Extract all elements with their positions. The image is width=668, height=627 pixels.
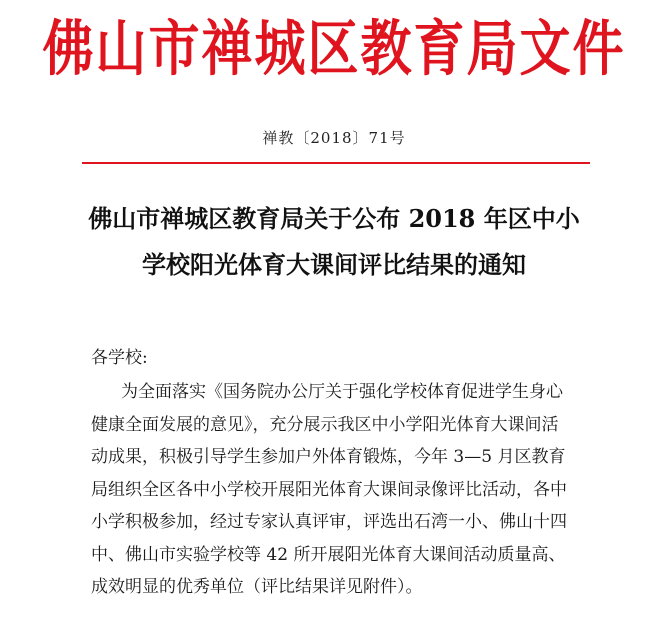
body-line: 健康全面发展的意见》，充分展示我区中小学阳光体育大课间活 (91, 414, 559, 435)
body-line: 小学积极参加，经过专家认真评审，评选出石湾一小、佛山十四 (91, 512, 567, 532)
body-line: 为全面落实《国务院办公厅关于强化学校体育促进学生身心 (121, 382, 563, 402)
letterhead-title: 佛山市禅城区教育局文件 (42, 14, 626, 85)
body-line: 动成果，积极引导学生参加户外体育锻炼，今年 3—5 月区教育 (91, 447, 566, 467)
notice-title-line-1: 佛山市禅城区教育局关于公布 2018 年区中小 (88, 204, 580, 233)
body-paragraph (91, 376, 591, 604)
document-number: 禅教〔2018〕71号 (262, 129, 406, 147)
notice-title (60, 196, 608, 288)
body-line: 局组织全区各中小学校开展阳光体育大课间录像评比活动，各中 (91, 479, 567, 500)
body-line: 成效明显的优秀单位（评比结果详见附件）。 (91, 577, 423, 597)
notice-title-line-2: 学校阳光体育大课间评比结果的通知 (142, 250, 526, 279)
red-divider-line (82, 162, 590, 164)
body-line: 中、佛山市实验学校等 42 所开展阳光体育大课间活动质量高、 (91, 544, 566, 565)
salutation: 各学校: (91, 348, 148, 368)
